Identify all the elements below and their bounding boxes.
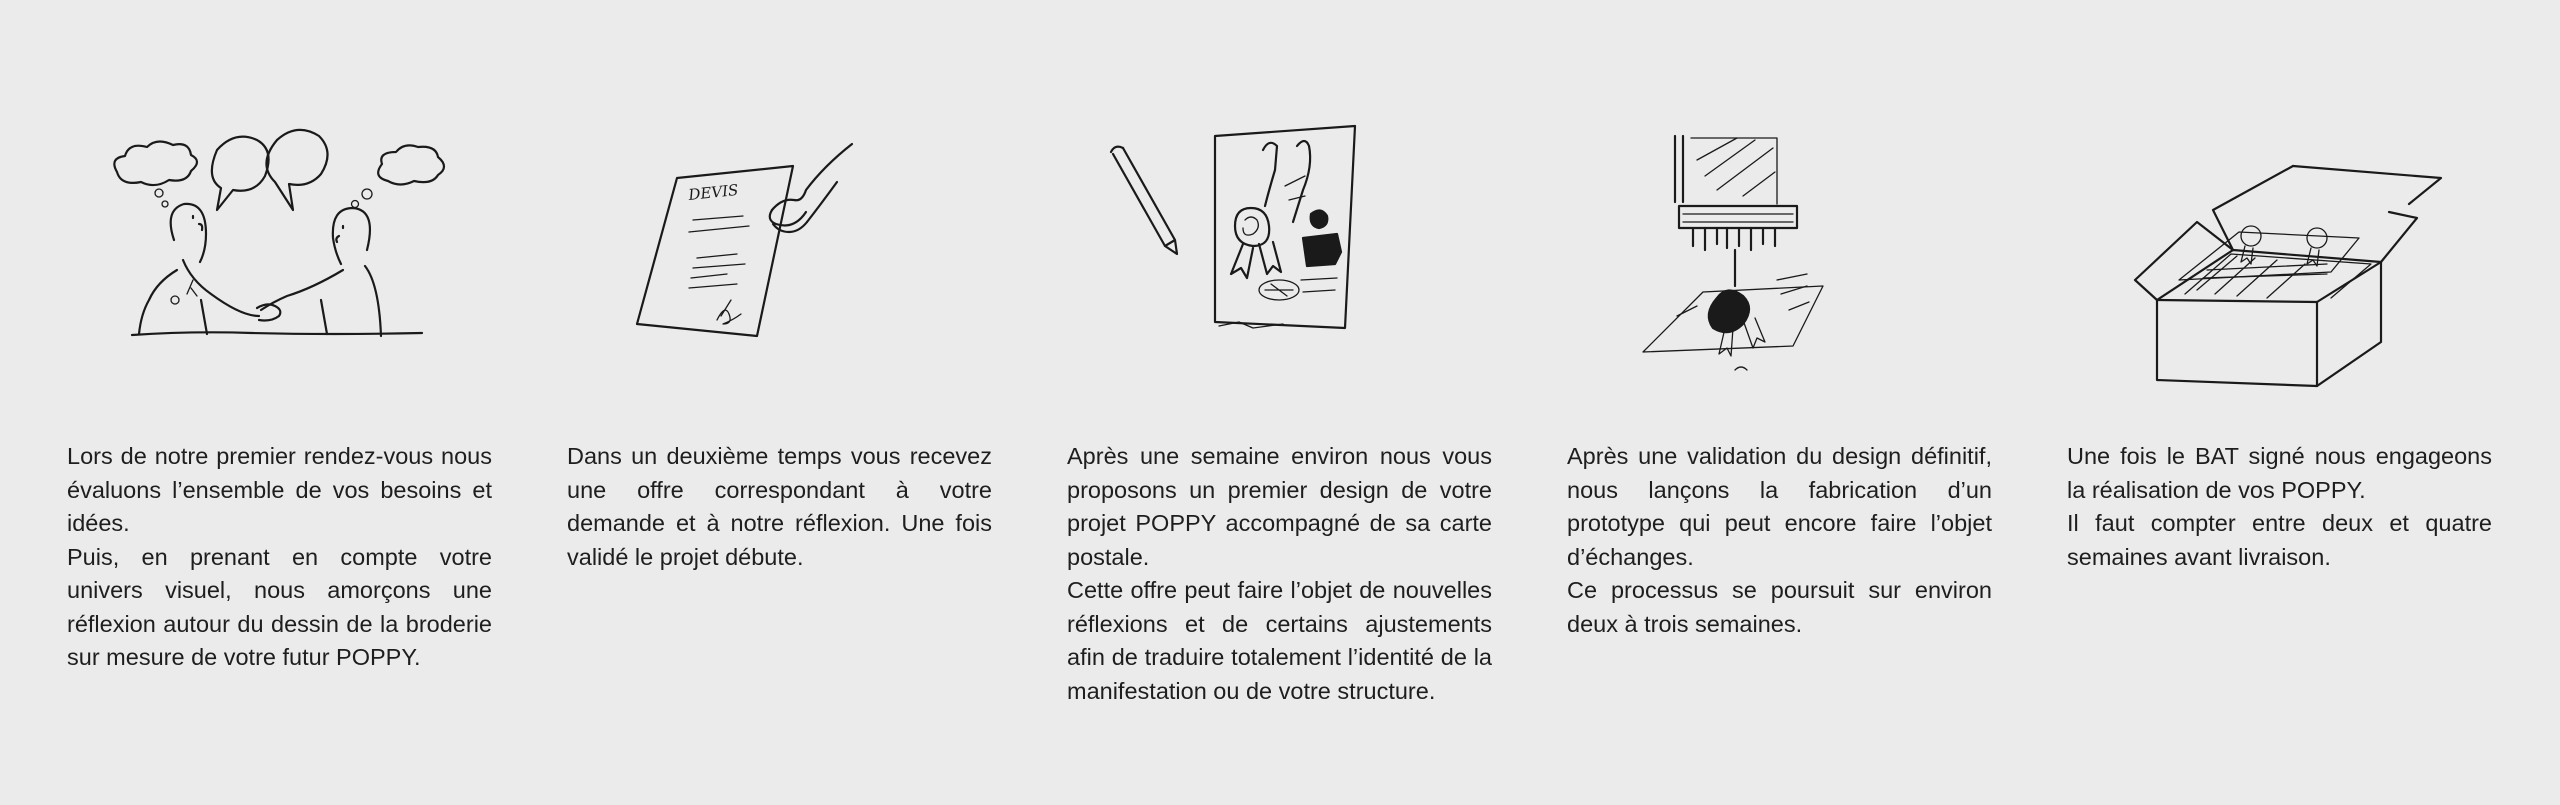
step-paragraph: Après une validation du design définitif, nous lançons la fabrication d’un prototype qui peut encore faire l’objet d’échanges. — [1567, 443, 1992, 570]
step-description — [1567, 440, 1992, 641]
embroidery-machine-sketch-icon — [1567, 120, 1992, 390]
step-paragraph: Après une semaine environ nous vous proposons un premier design de votre projet POPPY accompagné de sa carte postale. — [1067, 443, 1492, 570]
step-prototype — [1567, 0, 1992, 805]
step-paragraph: Ce processus se poursuit sur environ deux à trois semaines. — [1567, 577, 1992, 637]
quote-sketch-label: DEVIS — [687, 180, 740, 204]
document-sketch-icon — [567, 120, 992, 390]
open-box-sketch-icon — [2067, 120, 2492, 390]
quote-illustration — [567, 120, 992, 390]
machine-illustration — [1567, 120, 1992, 390]
step-description — [67, 440, 492, 675]
step-description — [1067, 440, 1492, 708]
step-paragraph: Puis, en prenant en compte votre univers visuel, nous amorçons une réflexion autour du dessin de la broderie sur mesure de votre futur POPPY. — [67, 543, 492, 670]
box-illustration — [2067, 120, 2492, 390]
step-description — [2067, 440, 2492, 574]
step-paragraph: Cette offre peut faire l’objet de nouvelles réflexions et de certains ajustements afin de traduire totalement l’identité de la manifestation ou de votre structure. — [1067, 577, 1492, 704]
step-description — [567, 440, 992, 574]
handshake-illustration — [67, 120, 492, 390]
step-production — [2067, 0, 2492, 805]
step-paragraph: Dans un deuxième temps vous recevez une offre correspondant à votre demande et à notre réflexion. Une fois validé le projet débute. — [567, 443, 992, 570]
step-first-meeting — [67, 0, 492, 805]
handshake-sketch-icon — [67, 120, 492, 390]
step-first-design — [1067, 0, 1492, 805]
step-paragraph: Une fois le BAT signé nous engageons la réalisation de vos POPPY. — [2067, 443, 2492, 503]
design-illustration — [1067, 120, 1492, 390]
step-paragraph: Lors de notre premier rendez-vous nous évaluons l’ensemble de vos besoins et idées. — [67, 443, 492, 536]
step-paragraph: Il faut compter entre deux et quatre semaines avant livraison. — [2067, 510, 2492, 570]
step-quote — [567, 0, 992, 805]
pencil-sheet-sketch-icon — [1067, 120, 1492, 390]
